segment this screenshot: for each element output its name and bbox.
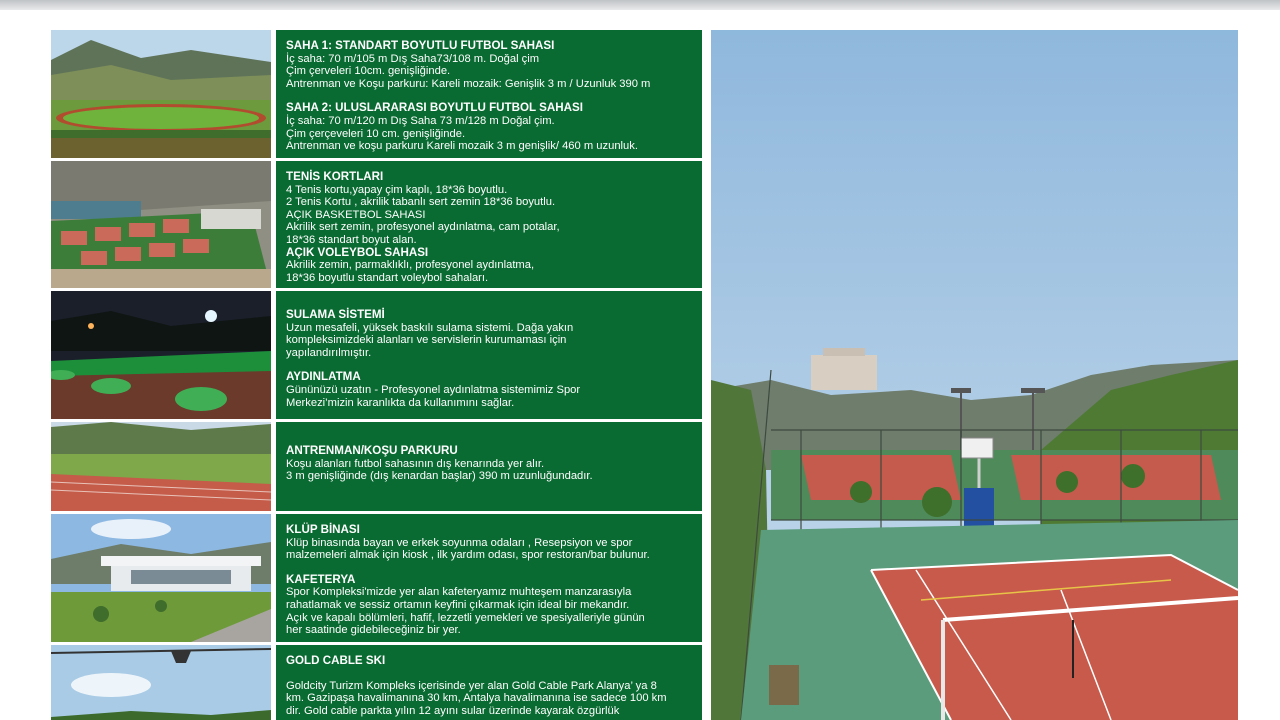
block-title: TENİS KORTLARI [286,170,384,183]
outdoor-tennis-basketball-courts-photo [711,30,1238,720]
block-title: KAFETERYA [286,572,356,586]
cable-ski-photo [51,645,271,720]
irrigation-lighting-info-panel [276,291,702,419]
block-title: SAHA 1: STANDART BOYUTLU FUTBOL SAHASI [286,39,555,52]
running-track-info-panel [276,422,702,511]
block-text: Koşu alanları futbol sahasının dış kenarında yer alır. 3 m genişliğinde (dış kenardan başlar) 390 m uzunluğundadır. [286,457,593,483]
block-text: 4 Tenis kortu,yapay çim kaplı, 18*36 boyutlu. 2 Tenis Kortu , akrilik tabanlı sert zemin 18*36 boyutlu. [286,183,556,209]
section-football [51,30,702,158]
running-track-photo [51,422,271,511]
cable-ski-info-panel [276,645,702,720]
block-text: AÇIK BASKETBOL SAHASI Akrilik sert zemin, profesyonel aydınlatma, cam potalar, 18*36 standart boyut alan. [286,208,560,246]
section-cable-ski [51,645,702,720]
section-tennis [51,161,702,288]
block-title: SAHA 2: ULUSLARARASI BOYUTLU FUTBOL SAHASI [286,101,583,115]
tennis-courts-aerial-photo [51,161,271,288]
football-info-panel [276,30,702,158]
block-title: SULAMA SİSTEMİ [286,308,385,321]
block-text: İç saha: 70 m/105 m Dış Saha73/108 m. Doğal çim Çim çerveleri 10cm. genişliğinde. Antrenman ve Koşu parkuru: Kareli mozaik: Genişlik 3 m / Uzunluk 390 m [286,52,651,90]
block-text: İç saha: 70 m/120 m Dış Saha 73 m/128 m Doğal çim. Çim çerçeveleri 10 cm. genişliğinde. Antrenman ve koşu parkuru Kareli mozaik 3 m genişlik/ 460 m uzunluk. [286,114,638,153]
football-field-photo [51,30,271,158]
block-title: AÇIK VOLEYBOL SAHASI [286,245,429,259]
club-building-photo [51,514,271,642]
block-title: KLÜP BİNASI [286,523,360,536]
tennis-info-panel [276,161,702,288]
night-field-lighting-photo [51,291,271,419]
block-title: AYDINLATMA [286,370,361,384]
block-text: Klüp binasında bayan ve erkek soyunma odaları , Resepsiyon ve spor malzemeleri almak için kiosk , ilk yardım odası, spor restoran/bar bulunur. [286,536,650,562]
block-text: Gününüzü uzatın - Profesyonel aydınlatma sistemimiz Spor Merkezi’mizin karanlıkta da kullanımını sağlar. [286,383,581,409]
block-text: Akrilik zemin, parmaklıklı, profesyonel aydınlatma, 18*36 boyutlu standart voleybol sahaları. [286,259,535,284]
block-text: Spor Kompleksi'mizde yer alan kafeteryamız muhteşem manzarasıyla rahatlamak ve sessiz ortamın keyfini çıkarmak için ideal bir mekandır. Açık ve kapalı bölümleri, hafif, lezzetli yemekleri ve spesiyalleriyle günün her saatinde gidebileceğiniz bir yer. [286,586,645,637]
top-shadow-bar [0,0,1280,10]
block-text: Uzun mesafeli, yüksek baskılı sulama sistemi. Dağa yakın kompleksimizdeki alanları ve servislerin kurumaması için yapılandırılmıştır. [286,321,574,359]
block-title: ANTRENMAN/KOŞU PARKURU [286,444,458,457]
block-title: GOLD CABLE SKI [286,654,386,667]
section-running-track [51,422,702,511]
block-text: Goldcity Turizm Kompleks içerisinde yer alan Gold Cable Park Alanya’ ya 8 km. Gazipaşa havalimanına 30 km, Antalya havalimanına ise sadece 100 km dir. Gold cable parkta yılın 12 ayını sular üzerinde kayarak özgürlük [286,679,667,717]
section-irrigation-lighting [51,291,702,419]
section-club-cafeteria [51,514,702,642]
club-cafeteria-info-panel [276,514,702,642]
